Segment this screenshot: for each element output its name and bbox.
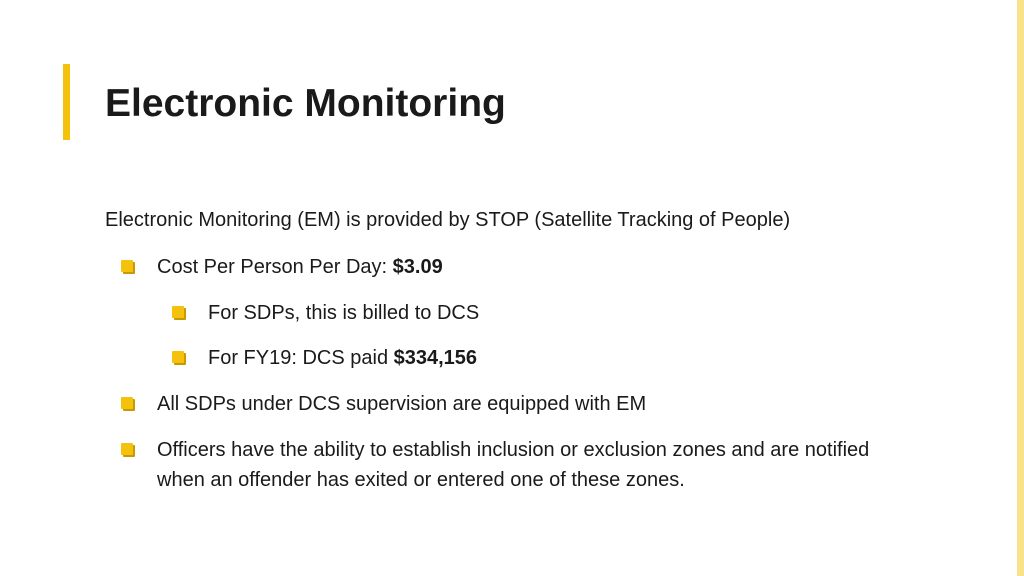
square-bullet-icon — [172, 351, 184, 363]
bullet-text: All SDPs under DCS supervision are equipped with EM — [157, 393, 647, 415]
square-bullet-icon — [172, 306, 184, 318]
slide-title: Electronic Monitoring — [105, 82, 506, 125]
square-bullet-icon — [121, 443, 133, 455]
square-bullet-icon — [121, 260, 133, 272]
bullet-item — [172, 298, 772, 328]
title-accent-bar — [63, 64, 70, 140]
bullet-value: $334,156 — [393, 347, 478, 369]
bullet-text: For FY19: DCS paid — [208, 347, 394, 369]
bullet-text: Cost Per Person Per Day: — [157, 256, 393, 278]
intro-text: Electronic Monitoring (EM) is provided by STOP (Satellite Tracking of People) — [105, 209, 791, 231]
bullet-text: Officers have the ability to establish inclusion or exclusion zones and are notified when an offender has exited or entered one of these zones. — [157, 439, 870, 491]
bullet-value: $3.09 — [392, 256, 443, 278]
bullet-item — [121, 389, 821, 419]
bullet-item — [172, 343, 772, 373]
bullet-item — [121, 435, 911, 495]
bullet-item — [121, 252, 721, 282]
bullet-text: For SDPs, this is billed to DCS — [208, 302, 480, 324]
square-bullet-icon — [121, 397, 133, 409]
right-edge-accent — [1017, 0, 1024, 576]
